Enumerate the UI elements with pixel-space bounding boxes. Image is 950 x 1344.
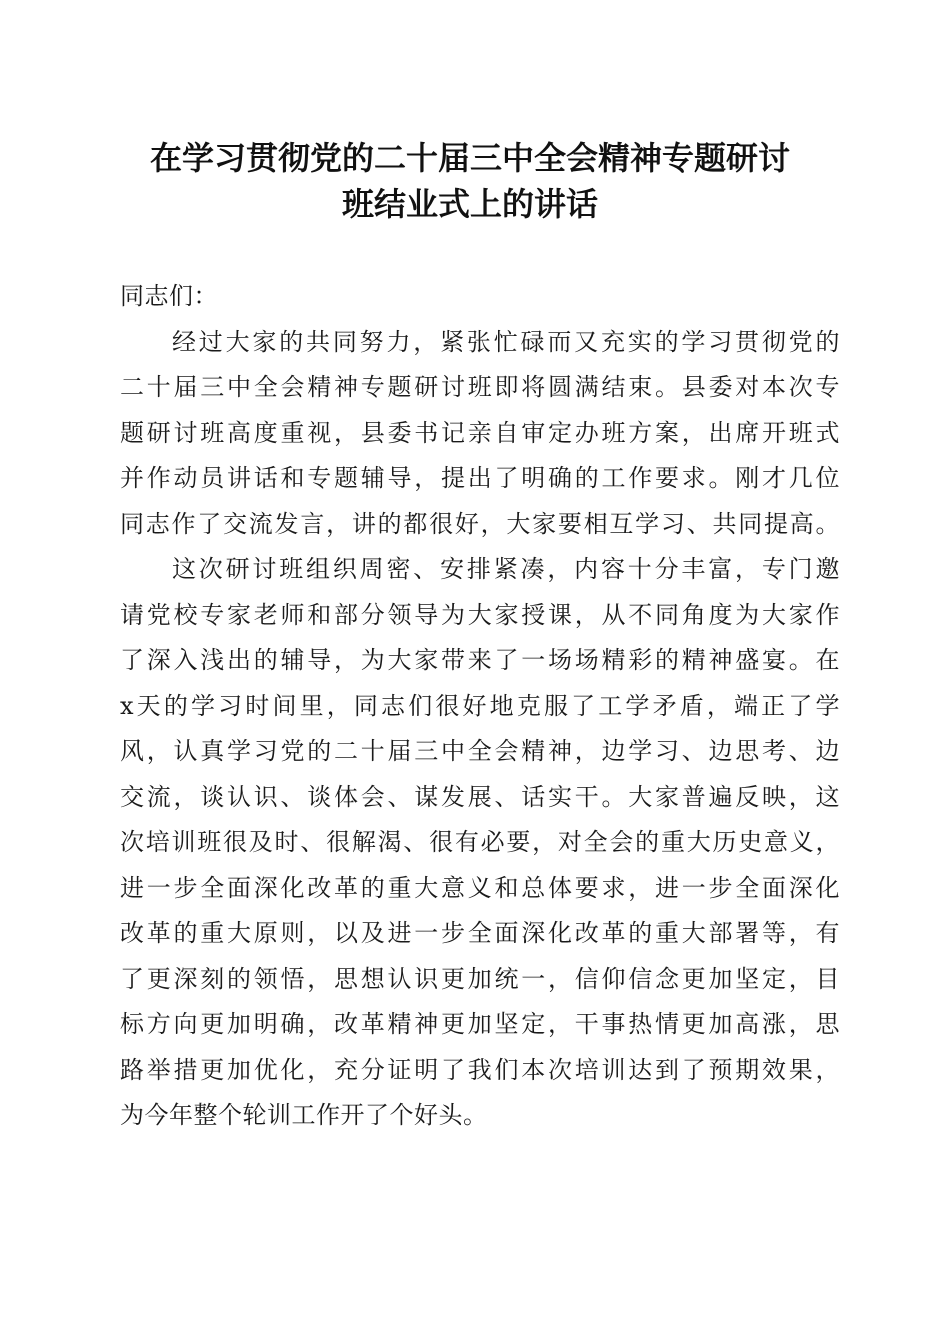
title-line-1: 在学习贯彻党的二十届三中全会精神专题研讨: [149, 139, 790, 177]
paragraph-2-line: 进一步全面深化改革的重大意义和总体要求，进一步全面深化: [120, 873, 840, 902]
paragraph-2-line: 这次研讨班组织周密、安排紧凑，内容十分丰富，专门邀: [172, 555, 840, 583]
document-title: [100, 135, 840, 227]
paragraph-1-line: 题研讨班高度重视，县委书记亲自审定办班方案，出席开班式: [120, 418, 840, 447]
paragraph-2-line: 了更深刻的领悟，思想认识更加统一，信仰信念更加坚定，目: [120, 964, 840, 993]
paragraph-1-line: 二十届三中全会精神专题研讨班即将圆满结束。县委对本次专: [120, 373, 840, 401]
paragraph-2-line: 请党校专家老师和部分领导为大家授课，从不同角度为大家作: [120, 600, 840, 629]
paragraph-2-line: 风，认真学习党的二十届三中全会精神，边学习、边思考、边: [120, 737, 840, 765]
paragraph-2-line: 了深入浅出的辅导，为大家带来了一场场精彩的精神盛宴。在: [120, 646, 840, 674]
paragraph-2-line: 改革的重大原则，以及进一步全面深化改革的重大部署等，有: [120, 919, 840, 947]
document-body: [120, 274, 840, 1139]
paragraph-2-line: 路举措更加优化，充分证明了我们本次培训达到了预期效果，: [120, 1055, 840, 1084]
paragraph-1-line: 并作动员讲话和专题辅导，提出了明确的工作要求。刚才几位: [120, 464, 840, 492]
paragraph-2-line: 为今年整个轮训工作开了个好头。: [120, 1101, 488, 1129]
paragraph-2-line: 交流，谈认识、谈体会、谋发展、话实干。大家普遍反映，这: [120, 782, 840, 811]
title-line-2: 班结业式上的讲话: [341, 185, 598, 223]
paragraph-1-line: 经过大家的共同努力，紧张忙碌而又充实的学习贯彻党的: [172, 327, 840, 356]
salutation: 同志们：: [120, 282, 218, 310]
paragraph-1-line: 同志作了交流发言，讲的都很好，大家要相互学习、共同提高。: [120, 509, 840, 538]
paragraph-2-line: x天的学习时间里，同志们很好地克服了工学矛盾，端正了学: [120, 691, 840, 720]
paragraph-2-line: 标方向更加明确，改革精神更加坚定，干事热情更加高涨，思: [120, 1010, 840, 1038]
paragraph-2-line: 次培训班很及时、很解渴、很有必要，对全会的重大历史意义，: [120, 828, 840, 856]
